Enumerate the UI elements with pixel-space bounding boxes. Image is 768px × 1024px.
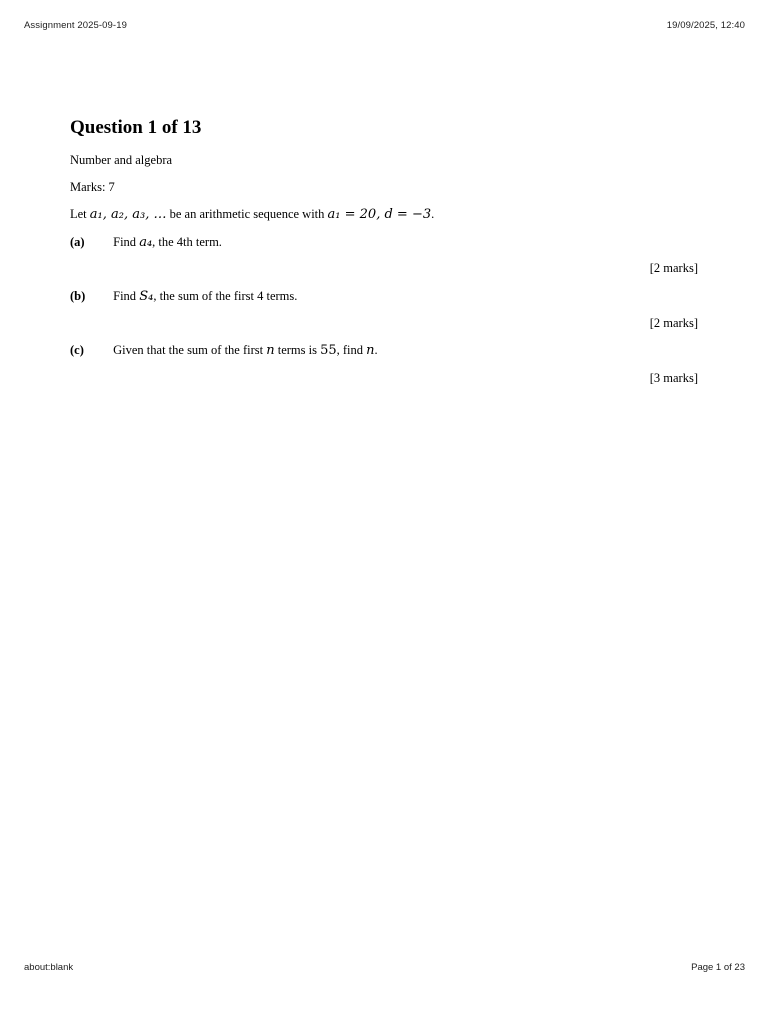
stem-sequence: a₁, a₂, a₃, …	[89, 207, 167, 222]
part-b-text-before: Find	[113, 289, 137, 303]
part-a-text-after: , the 4th term.	[152, 235, 222, 249]
part-b-text-after: , the sum of the first 4 terms.	[153, 289, 298, 303]
header-title: Assignment 2025-09-19	[24, 20, 127, 31]
part-a	[70, 233, 222, 252]
part-b	[70, 287, 297, 306]
footer-page-number: Page 1 of 23	[691, 962, 745, 973]
stem-prefix: Let	[70, 207, 87, 221]
header-datetime: 19/09/2025, 12:40	[666, 20, 745, 31]
part-a-text-before: Find	[113, 235, 137, 249]
stem-end: .	[431, 207, 435, 221]
part-b-marks: [2 marks]	[649, 316, 698, 330]
part-c-label: (c)	[70, 343, 84, 357]
part-c-text-after: .	[374, 343, 378, 357]
part-c-text-mid: terms is	[277, 343, 317, 357]
part-c-text-before: Given that the sum of the first	[113, 343, 264, 357]
stem-condition: a₁ = 20, d = −3	[327, 207, 432, 222]
part-a-marks: [2 marks]	[649, 261, 698, 275]
question-title: Question 1 of 13	[70, 117, 202, 138]
question-content	[70, 115, 698, 385]
part-b-label: (b)	[70, 289, 86, 303]
footer-url: about:blank	[24, 962, 74, 973]
part-c-math: n	[266, 343, 275, 358]
part-c-text-mid2: , find	[336, 343, 364, 357]
part-b-math: S₄	[139, 289, 154, 304]
part-c-math3: n	[366, 343, 375, 358]
part-c	[70, 341, 378, 360]
question-topic: Number and algebra	[70, 153, 173, 167]
part-a-math: a₄	[139, 235, 153, 250]
part-a-label: (a)	[70, 235, 85, 249]
part-c-math2: 55	[320, 343, 337, 358]
question-stem	[70, 205, 434, 224]
question-marks: Marks: 7	[70, 180, 115, 194]
part-c-marks: [3 marks]	[649, 371, 698, 385]
stem-mid: be an arithmetic sequence with	[169, 207, 325, 221]
